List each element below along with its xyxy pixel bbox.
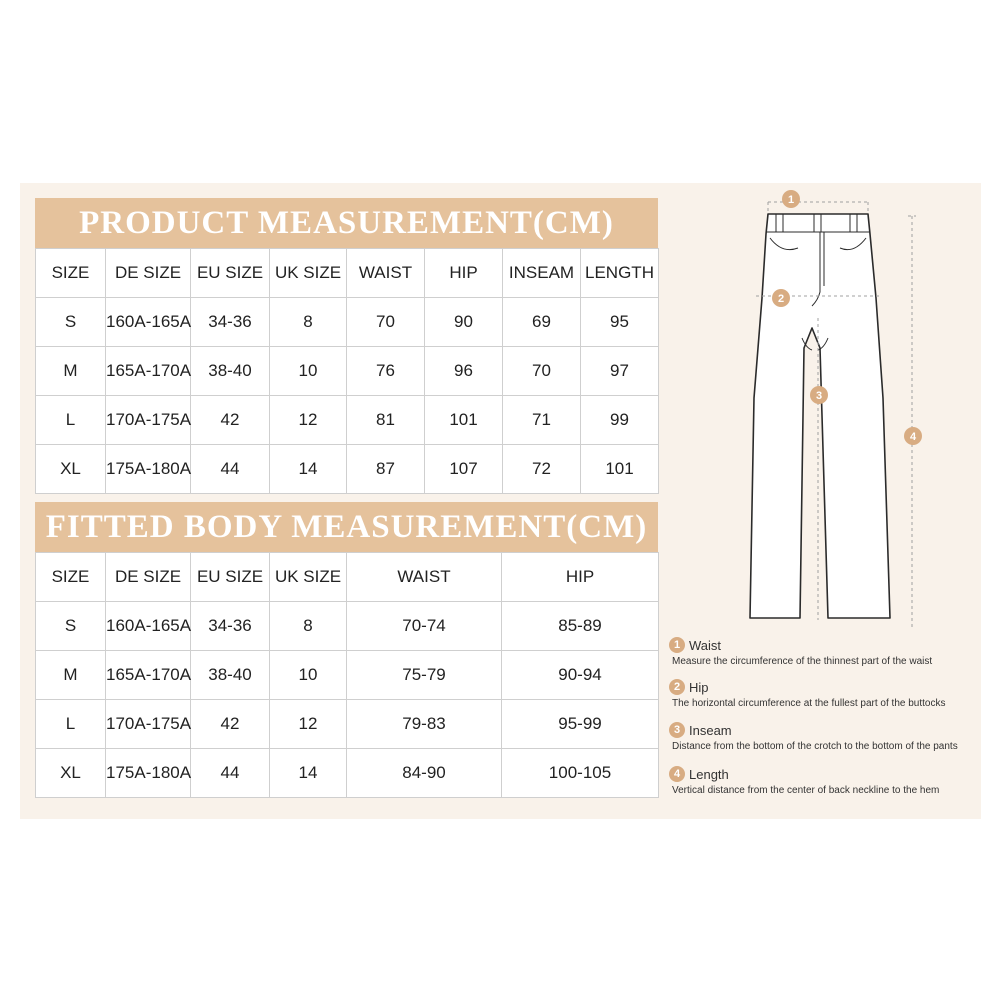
header-cell: DE SIZE [106,249,191,298]
header-cell: HIP [502,553,659,602]
legend-description: Distance from the bottom of the crotch to the bottom of the pants [672,741,958,752]
table-cell: 84-90 [347,749,502,798]
header-cell: LENGTH [581,249,659,298]
header-cell: UK SIZE [270,553,347,602]
header-cell: SIZE [36,249,106,298]
header-cell: INSEAM [503,249,581,298]
table-cell: 160A-165A [106,298,191,347]
product-measurement-title: PRODUCT MEASUREMENT(CM) [35,198,658,248]
table-cell: 44 [191,749,270,798]
marker-label: 4 [909,431,917,443]
table-cell: M [36,347,106,396]
table-cell: S [36,602,106,651]
legend-item-length [669,765,979,796]
table-cell: 34-36 [191,602,270,651]
table-cell: 100-105 [502,749,659,798]
table-cell: 170A-175A [106,700,191,749]
table-cell: 97 [581,347,659,396]
legend-item-hip [669,678,979,709]
table-cell: XL [36,445,106,494]
table-cell: 90 [425,298,503,347]
number-badge: 2 [669,679,685,695]
table-cell: 95-99 [502,700,659,749]
diagram-marker-1 [782,190,800,208]
header-cell: UK SIZE [270,249,347,298]
table-cell: 90-94 [502,651,659,700]
table-row [36,602,659,651]
number-badge: 1 [669,637,685,653]
table-cell: 72 [503,445,581,494]
legend-title: Inseam [689,722,732,738]
table-cell: 8 [270,602,347,651]
table-header-row [36,553,659,602]
table-cell: 96 [425,347,503,396]
diagram-marker-2 [772,289,790,307]
table-cell: 175A-180A [106,749,191,798]
table-row [36,749,659,798]
table-cell: 101 [581,445,659,494]
header-cell: WAIST [347,249,425,298]
table-cell: 95 [581,298,659,347]
legend-description: Vertical distance from the center of back neckline to the hem [672,785,940,796]
table-cell: 70 [347,298,425,347]
table-cell: 70 [503,347,581,396]
table-cell: 14 [270,445,347,494]
table-cell: 71 [503,396,581,445]
legend-title: Waist [689,637,722,653]
table-cell: 75-79 [347,651,502,700]
table-cell: 81 [347,396,425,445]
legend-item-inseam [669,721,979,752]
table-row [36,445,659,494]
body-measurement-section [35,502,658,798]
table-cell: 42 [191,700,270,749]
table-cell: S [36,298,106,347]
table-row [36,347,659,396]
header-cell: SIZE [36,553,106,602]
table-cell: 165A-170A [106,651,191,700]
table-cell: 101 [425,396,503,445]
number-badge: 4 [669,766,685,782]
pants-diagram [740,188,940,628]
legend-description: Measure the circumference of the thinnest part of the waist [672,656,933,667]
marker-label: 2 [777,293,785,305]
table-cell: 70-74 [347,602,502,651]
table-cell: 12 [270,700,347,749]
table-cell: 85-89 [502,602,659,651]
table-header-row [36,249,659,298]
table-cell: 107 [425,445,503,494]
table-cell: 76 [347,347,425,396]
number-badge: 3 [669,722,685,738]
table-cell: 69 [503,298,581,347]
body-measurement-title: FITTED BODY MEASUREMENT(CM) [35,502,658,552]
table-cell: 99 [581,396,659,445]
table-cell: 165A-170A [106,347,191,396]
diagram-marker-3 [810,386,828,404]
table-cell: L [36,396,106,445]
legend-item-waist [669,636,979,667]
header-cell: DE SIZE [106,553,191,602]
table-cell: XL [36,749,106,798]
table-row [36,396,659,445]
table-cell: 170A-175A [106,396,191,445]
header-cell: EU SIZE [191,249,270,298]
table-cell: 34-36 [191,298,270,347]
table-row [36,700,659,749]
table-cell: 10 [270,347,347,396]
table-cell: M [36,651,106,700]
table-cell: L [36,700,106,749]
legend-title: Hip [689,679,709,695]
marker-label: 1 [787,194,795,206]
header-cell: EU SIZE [191,553,270,602]
diagram-marker-4 [904,427,922,445]
table-cell: 38-40 [191,347,270,396]
header-cell: HIP [425,249,503,298]
table-cell: 42 [191,396,270,445]
table-cell: 10 [270,651,347,700]
product-measurement-table [35,248,659,494]
table-cell: 160A-165A [106,602,191,651]
table-cell: 87 [347,445,425,494]
body-measurement-table [35,552,659,798]
table-row [36,298,659,347]
table-cell: 44 [191,445,270,494]
header-cell: WAIST [347,553,502,602]
legend-title: Length [689,766,729,782]
table-cell: 175A-180A [106,445,191,494]
table-cell: 8 [270,298,347,347]
table-cell: 79-83 [347,700,502,749]
product-measurement-section [35,198,658,494]
table-cell: 14 [270,749,347,798]
table-cell: 12 [270,396,347,445]
marker-label: 3 [815,390,823,402]
table-row [36,651,659,700]
table-cell: 38-40 [191,651,270,700]
legend-description: The horizontal circumference at the fullest part of the buttocks [672,698,946,709]
